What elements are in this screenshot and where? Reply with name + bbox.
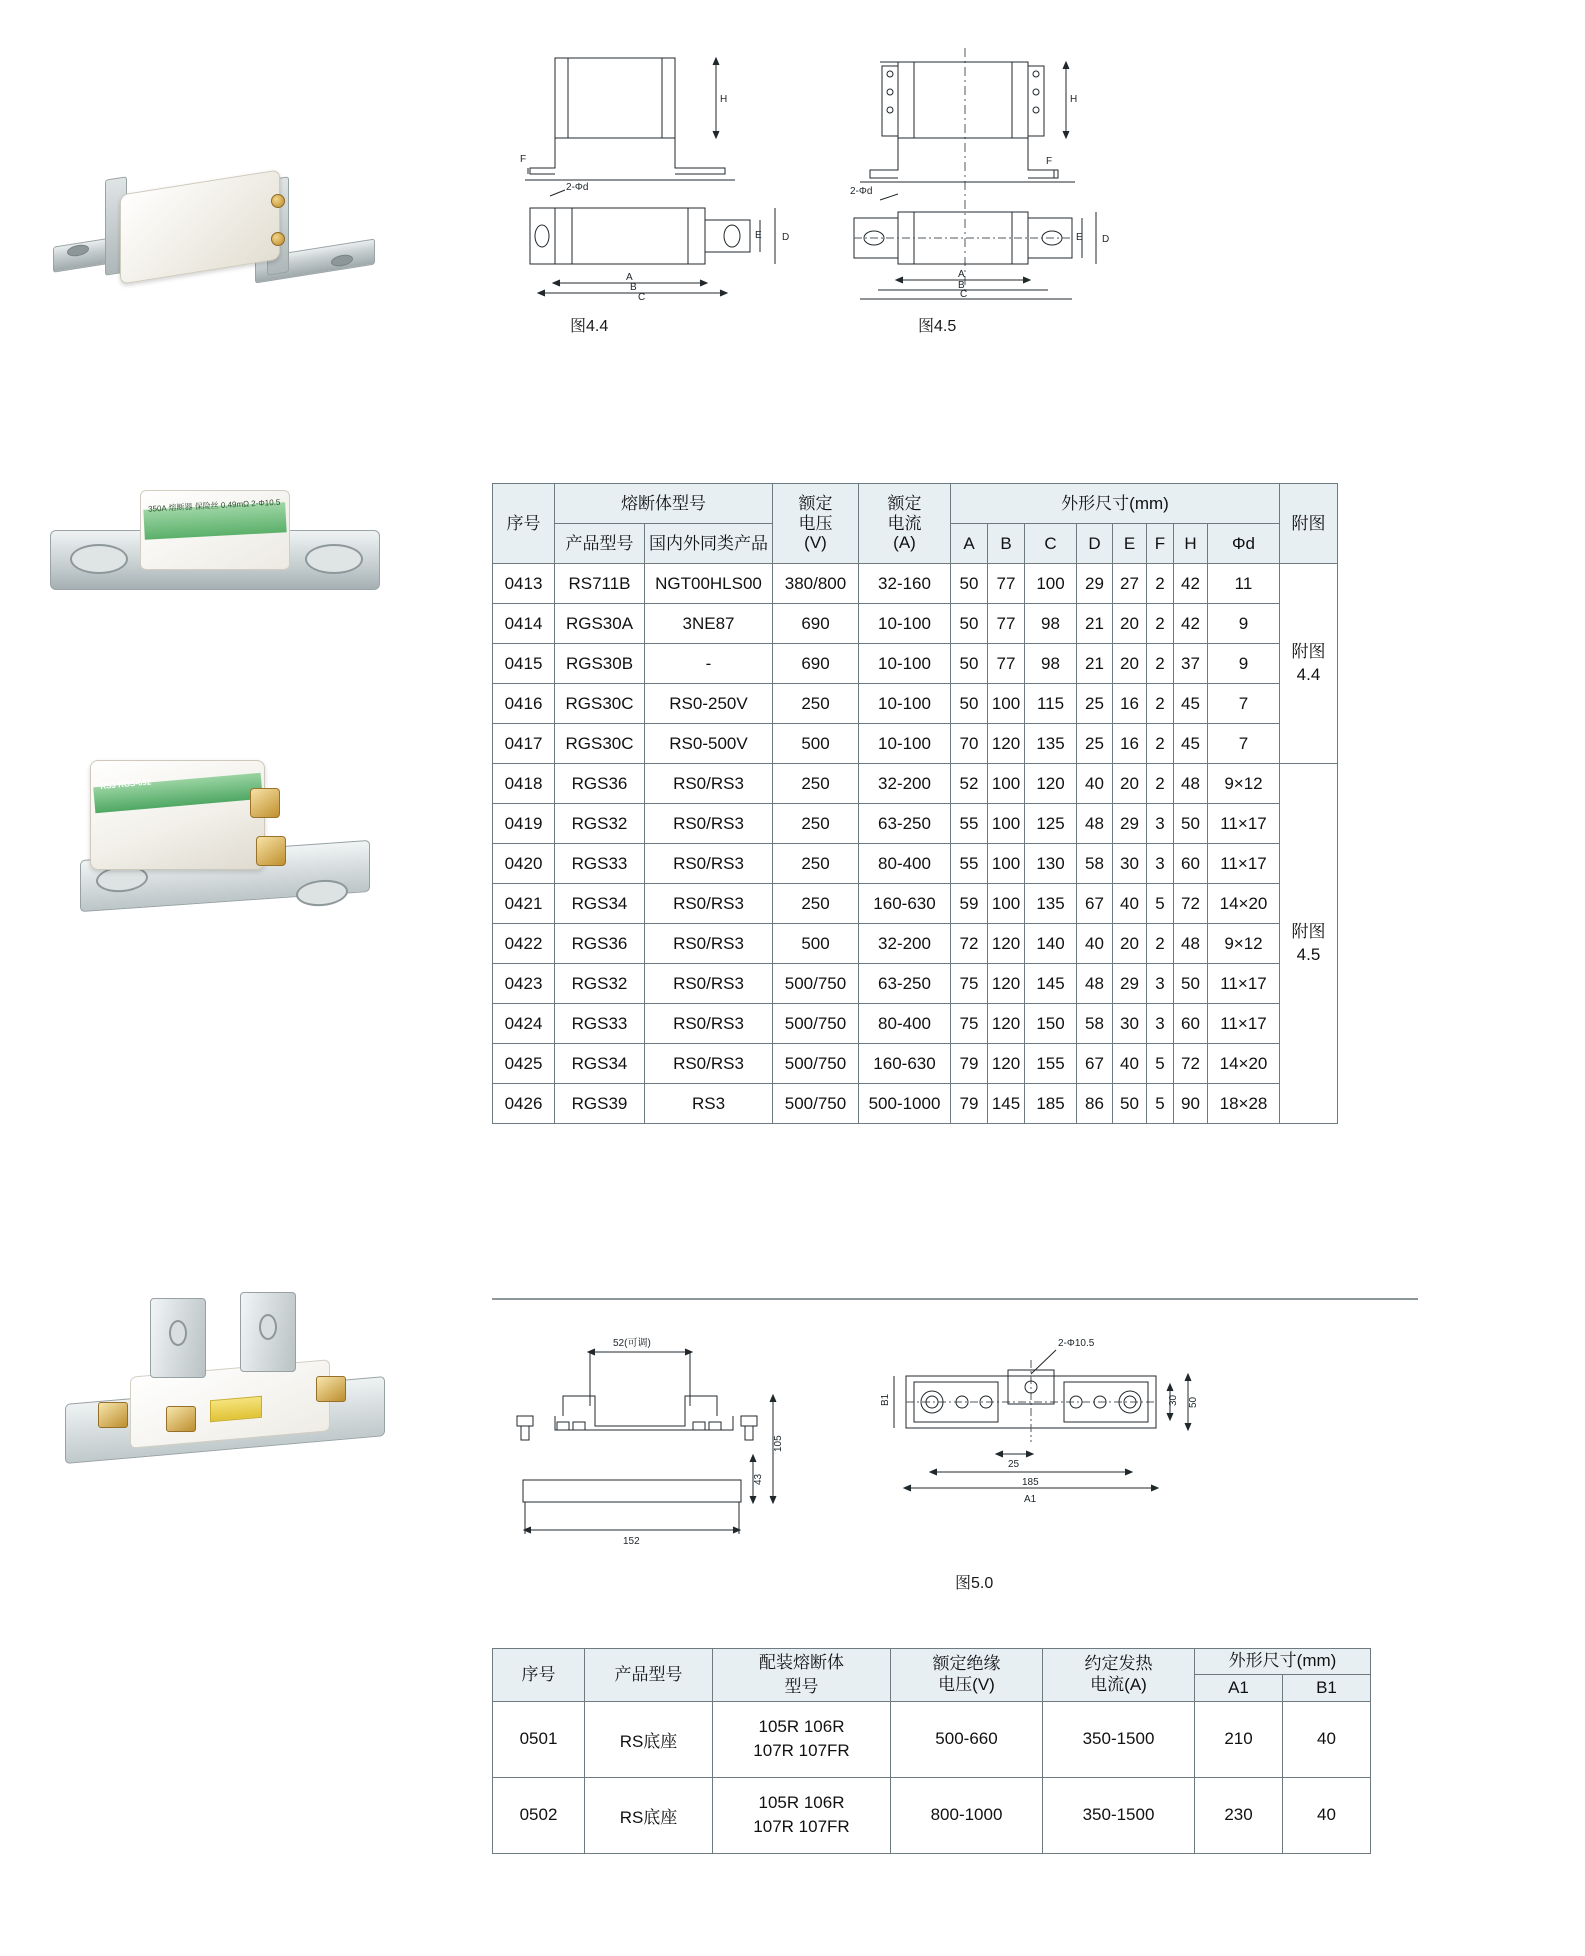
cell-b1: 40 [1283,1777,1371,1853]
cell-equiv: RS0-250V [645,684,773,724]
cell-a: 52 [951,764,988,804]
cell-equiv: RS0/RS3 [645,884,773,924]
cell-b: 120 [988,1044,1025,1084]
cell-e: 30 [1113,1004,1147,1044]
cell-equiv: RS0/RS3 [645,1044,773,1084]
cell-b: 120 [988,1004,1025,1044]
cell-f: 2 [1147,764,1174,804]
cell-equiv: RS0/RS3 [645,1004,773,1044]
cell-h: 60 [1174,1004,1208,1044]
svg-text:C: C [638,292,646,300]
cell-f: 3 [1147,964,1174,1004]
svg-text:D: D [782,232,790,243]
cell-e: 20 [1113,644,1147,684]
product-photo-bracket-fuse [40,470,390,640]
th2-fuse: 配装熔断体 型号 [713,1649,891,1702]
cell-b: 120 [988,924,1025,964]
cell-d: 86 [1077,1084,1113,1124]
svg-text:A: A [958,269,965,280]
cell-b1: 40 [1283,1701,1371,1777]
fuse-link-spec-table [492,483,1338,1124]
cell-e: 29 [1113,804,1147,844]
product-label [210,1396,262,1423]
cell-c: 125 [1025,804,1077,844]
cell-model: RGS36 [555,924,645,964]
table-row [493,724,1338,764]
cell-seq: 0419 [493,804,555,844]
cell-a: 55 [951,804,988,844]
cell-h: 90 [1174,1084,1208,1124]
table-row [493,1701,1371,1777]
cell-e: 40 [1113,884,1147,924]
cell-voltage: 500 [773,924,859,964]
cell-h: 72 [1174,884,1208,924]
svg-text:E: E [1076,232,1083,243]
cell-voltage: 250 [773,684,859,724]
th2-b1: B1 [1283,1675,1371,1701]
cell-f: 3 [1147,1004,1174,1044]
svg-text:2-Φd: 2-Φd [566,182,589,193]
cell-a1: 230 [1195,1777,1283,1853]
table-row [493,604,1338,644]
cell-current: 10-100 [859,684,951,724]
cell-e: 27 [1113,564,1147,604]
cell-e: 30 [1113,844,1147,884]
cell-equiv: RS0-500V [645,724,773,764]
cell-equiv: RS0/RS3 [645,964,773,1004]
cell-e: 29 [1113,964,1147,1004]
cell-d: 48 [1077,964,1113,1004]
nut-icon [98,1402,128,1428]
th-dim-phid: Φd [1208,524,1280,564]
cell-c: 145 [1025,964,1077,1004]
cell-voltage: 690 [773,604,859,644]
cell-seq: 0501 [493,1701,585,1777]
cell-a: 79 [951,1084,988,1124]
cell-model: RGS30B [555,644,645,684]
th-model-group: 熔断体型号 [555,484,773,524]
th-seq: 序号 [493,484,555,564]
cell-d: 29 [1077,564,1113,604]
cell-f: 2 [1147,684,1174,724]
cell-current: 63-250 [859,804,951,844]
table-row [493,804,1338,844]
table-row [493,684,1338,724]
th-dim-b: B [988,524,1025,564]
cell-voltage: 250 [773,764,859,804]
cell-current: 80-400 [859,1004,951,1044]
cell-c: 135 [1025,724,1077,764]
cell-h: 72 [1174,1044,1208,1084]
cell-e: 20 [1113,924,1147,964]
cell-d: 21 [1077,644,1113,684]
table-row [493,1084,1338,1124]
cell-seq: 0413 [493,564,555,604]
cell-b: 77 [988,564,1025,604]
cell-voltage: 500/750 [773,1084,859,1124]
th-model-equiv: 国内外同类产品 [645,524,773,564]
cell-phid: 7 [1208,684,1280,724]
cell-d: 25 [1077,684,1113,724]
table-row [493,844,1338,884]
fuse-base-spec-table [492,1648,1371,1854]
cell-b: 120 [988,724,1025,764]
cell-model: RS底座 [585,1701,713,1777]
cell-voltage: 380/800 [773,564,859,604]
cell-voltage: 690 [773,644,859,684]
table-row [493,564,1338,604]
cell-c: 155 [1025,1044,1077,1084]
nut-icon [316,1376,346,1402]
cell-e: 40 [1113,1044,1147,1084]
cell-f: 3 [1147,844,1174,884]
cell-a: 59 [951,884,988,924]
cell-seq: 0421 [493,884,555,924]
cell-current: 350-1500 [1043,1701,1195,1777]
th-dim-a: A [951,524,988,564]
cell-equiv: RS0/RS3 [645,924,773,964]
svg-text:50: 50 [1188,1396,1199,1408]
figure-caption-44: 图4.4 [570,318,609,335]
cell-h: 48 [1174,764,1208,804]
cell-phid: 11×17 [1208,964,1280,1004]
cell-voltage: 250 [773,804,859,844]
svg-text:30: 30 [1168,1394,1179,1406]
cell-d: 67 [1077,1044,1113,1084]
svg-text:D: D [1102,234,1110,245]
cell-b: 77 [988,644,1025,684]
cell-current: 80-400 [859,844,951,884]
cell-model: RGS30C [555,724,645,764]
cell-model: RGS32 [555,964,645,1004]
svg-text:152: 152 [623,1536,640,1547]
cell-seq: 0502 [493,1777,585,1853]
cell-d: 40 [1077,924,1113,964]
cell-b: 77 [988,604,1025,644]
svg-text:B: B [630,282,637,293]
svg-text:25: 25 [1008,1459,1020,1470]
table-row [493,924,1338,964]
cell-model: RGS39 [555,1084,645,1124]
cell-f: 2 [1147,724,1174,764]
cell-h: 48 [1174,924,1208,964]
cell-current: 160-630 [859,884,951,924]
th-dim-f: F [1147,524,1174,564]
cell-h: 60 [1174,844,1208,884]
cell-b: 100 [988,884,1025,924]
technical-drawing-fig50-side [495,1330,825,1560]
mounting-hole [259,1314,277,1340]
th2-seq: 序号 [493,1649,585,1702]
cell-h: 37 [1174,644,1208,684]
cell-c: 100 [1025,564,1077,604]
cell-phid: 9 [1208,644,1280,684]
th-voltage: 额定 电压 (V) [773,484,859,564]
cell-fuse-model: 105R 106R 107R 107FR [713,1701,891,1777]
th-dims-group: 外形尺寸(mm) [951,484,1280,524]
cell-current: 32-200 [859,924,951,964]
cell-a: 75 [951,964,988,1004]
product-label-text: 350A 熔断器 保险丝 0.49mΩ 2-Φ10.5 [147,497,281,514]
table-row [493,764,1338,804]
cell-seq: 0414 [493,604,555,644]
cell-c: 140 [1025,924,1077,964]
cell-e: 20 [1113,764,1147,804]
cell-b: 100 [988,804,1025,844]
cell-f: 5 [1147,1084,1174,1124]
cell-voltage: 500/750 [773,1044,859,1084]
cell-f: 5 [1147,1044,1174,1084]
cell-c: 150 [1025,1004,1077,1044]
cell-phid: 11×17 [1208,804,1280,844]
cell-d: 48 [1077,804,1113,844]
cell-model: RS711B [555,564,645,604]
cell-current: 63-250 [859,964,951,1004]
th-dim-d: D [1077,524,1113,564]
svg-text:105: 105 [773,1435,784,1452]
product-label-text: RS3 RGS-692 [99,777,152,791]
svg-text:B: B [958,280,965,291]
cell-a: 79 [951,1044,988,1084]
cell-d: 58 [1077,1004,1113,1044]
cell-a: 75 [951,1004,988,1044]
cell-seq: 0425 [493,1044,555,1084]
cell-a: 50 [951,564,988,604]
cell-voltage: 500/750 [773,1004,859,1044]
svg-text:E: E [755,230,762,241]
svg-text:C: C [960,289,968,300]
th-dim-c: C [1025,524,1077,564]
cell-a: 50 [951,684,988,724]
cell-voltage: 500 [773,724,859,764]
cell-voltage: 800-1000 [891,1777,1043,1853]
technical-drawing-fig45 [840,40,1130,300]
th-model-domestic: 产品型号 [555,524,645,564]
cell-phid: 11×17 [1208,1004,1280,1044]
cell-model: RGS36 [555,764,645,804]
cell-seq: 0415 [493,644,555,684]
cell-current: 10-100 [859,724,951,764]
table-row [493,1004,1338,1044]
cell-a1: 210 [1195,1701,1283,1777]
cell-c: 185 [1025,1084,1077,1124]
cell-current: 10-100 [859,644,951,684]
cell-voltage: 250 [773,884,859,924]
svg-text:A1: A1 [1024,1494,1037,1505]
svg-text:2-Φd: 2-Φd [850,186,873,197]
terminal-screw-icon [256,836,286,866]
cell-fuse-model: 105R 106R 107R 107FR [713,1777,891,1853]
cell-d: 25 [1077,724,1113,764]
cell-e: 50 [1113,1084,1147,1124]
table-row [493,644,1338,684]
product-photo-fuse-base [40,1290,400,1490]
product-photo-square-fuse [60,740,380,930]
cell-h: 42 [1174,564,1208,604]
cell-voltage: 500/750 [773,964,859,1004]
section-divider [492,1298,1418,1300]
terminal-screw-icon [250,788,280,818]
cell-equiv: RS0/RS3 [645,804,773,844]
cell-d: 67 [1077,884,1113,924]
cell-f: 2 [1147,604,1174,644]
technical-drawing-fig50-plan [880,1330,1210,1510]
cell-model: RGS34 [555,884,645,924]
cell-equiv: NGT00HLS00 [645,564,773,604]
cell-attach-figure: 附图 4.4 [1280,564,1338,764]
table-row [493,1044,1338,1084]
cell-current: 500-1000 [859,1084,951,1124]
cell-model: RGS33 [555,844,645,884]
cell-model: RGS33 [555,1004,645,1044]
svg-text:43: 43 [753,1473,764,1485]
figure-caption-50: 图5.0 [955,1575,994,1592]
cell-a: 70 [951,724,988,764]
cell-e: 20 [1113,604,1147,644]
cell-equiv: - [645,644,773,684]
cell-seq: 0422 [493,924,555,964]
cell-a: 55 [951,844,988,884]
cell-phid: 11×17 [1208,844,1280,884]
cell-b: 120 [988,964,1025,1004]
svg-text:F: F [1046,156,1053,167]
cell-f: 2 [1147,924,1174,964]
screw-icon [271,232,285,246]
th-dim-h: H [1174,524,1208,564]
dim-52: 52(可调) [613,1338,651,1349]
cell-seq: 0423 [493,964,555,1004]
cell-current: 32-160 [859,564,951,604]
nut-icon [166,1406,196,1432]
cell-model: RGS30A [555,604,645,644]
cell-current: 32-200 [859,764,951,804]
cell-f: 3 [1147,804,1174,844]
cell-c: 120 [1025,764,1077,804]
cell-f: 5 [1147,884,1174,924]
cell-b: 145 [988,1084,1025,1124]
figure-caption-45: 图4.5 [918,318,957,335]
cell-phid: 18×28 [1208,1084,1280,1124]
th-current: 额定 电流 (A) [859,484,951,564]
th2-model: 产品型号 [585,1649,713,1702]
cell-c: 98 [1025,644,1077,684]
cell-equiv: 3NE87 [645,604,773,644]
cell-phid: 9×12 [1208,764,1280,804]
th2-a1: A1 [1195,1675,1283,1701]
cell-d: 40 [1077,764,1113,804]
svg-text:H: H [1070,94,1078,105]
cell-d: 58 [1077,844,1113,884]
svg-text:B1: B1 [880,1393,891,1406]
mounting-hole [305,544,363,574]
cell-h: 42 [1174,604,1208,644]
cell-voltage: 250 [773,844,859,884]
cell-b: 100 [988,684,1025,724]
cell-h: 50 [1174,964,1208,1004]
cell-h: 50 [1174,804,1208,844]
cell-c: 115 [1025,684,1077,724]
cell-equiv: RS0/RS3 [645,844,773,884]
cell-equiv: RS0/RS3 [645,764,773,804]
technical-drawing-fig44 [520,40,810,300]
cell-d: 21 [1077,604,1113,644]
th2-dims: 外形尺寸(mm) [1195,1649,1371,1675]
cell-voltage: 500-660 [891,1701,1043,1777]
cell-model: RS底座 [585,1777,713,1853]
cell-phid: 14×20 [1208,884,1280,924]
cell-c: 130 [1025,844,1077,884]
cell-seq: 0418 [493,764,555,804]
cell-seq: 0416 [493,684,555,724]
svg-text:A: A [626,272,633,283]
cell-e: 16 [1113,684,1147,724]
mounting-hole [169,1320,187,1346]
table-row [493,884,1338,924]
cell-a: 50 [951,644,988,684]
svg-text:F: F [520,154,527,165]
th-attach: 附图 [1280,484,1338,564]
cell-phid: 11 [1208,564,1280,604]
screw-icon [271,194,285,208]
cell-f: 2 [1147,644,1174,684]
cell-h: 45 [1174,684,1208,724]
cell-phid: 7 [1208,724,1280,764]
cell-c: 135 [1025,884,1077,924]
cell-seq: 0420 [493,844,555,884]
cell-seq: 0417 [493,724,555,764]
cell-seq: 0426 [493,1084,555,1124]
product-photo-blade-fuse [45,160,385,320]
th2-current: 约定发热 电流(A) [1043,1649,1195,1702]
cell-e: 16 [1113,724,1147,764]
cell-phid: 9×12 [1208,924,1280,964]
cell-model: RGS32 [555,804,645,844]
cell-phid: 14×20 [1208,1044,1280,1084]
table-row [493,964,1338,1004]
cell-seq: 0424 [493,1004,555,1044]
cell-current: 10-100 [859,604,951,644]
cell-c: 98 [1025,604,1077,644]
cell-phid: 9 [1208,604,1280,644]
th-dim-e: E [1113,524,1147,564]
cell-current: 350-1500 [1043,1777,1195,1853]
svg-text:2-Φ10.5: 2-Φ10.5 [1058,1338,1095,1349]
cell-f: 2 [1147,564,1174,604]
cell-b: 100 [988,764,1025,804]
table-row [493,1777,1371,1853]
mounting-hole [70,544,128,574]
cell-model: RGS30C [555,684,645,724]
cell-attach-figure: 附图 4.5 [1280,764,1338,1124]
cell-a: 50 [951,604,988,644]
cell-h: 45 [1174,724,1208,764]
cell-b: 100 [988,844,1025,884]
cell-a: 72 [951,924,988,964]
cell-equiv: RS3 [645,1084,773,1124]
cell-model: RGS34 [555,1044,645,1084]
svg-text:185: 185 [1022,1477,1039,1488]
svg-text:H: H [720,94,728,105]
cell-current: 160-630 [859,1044,951,1084]
th2-voltage: 额定绝缘 电压(V) [891,1649,1043,1702]
